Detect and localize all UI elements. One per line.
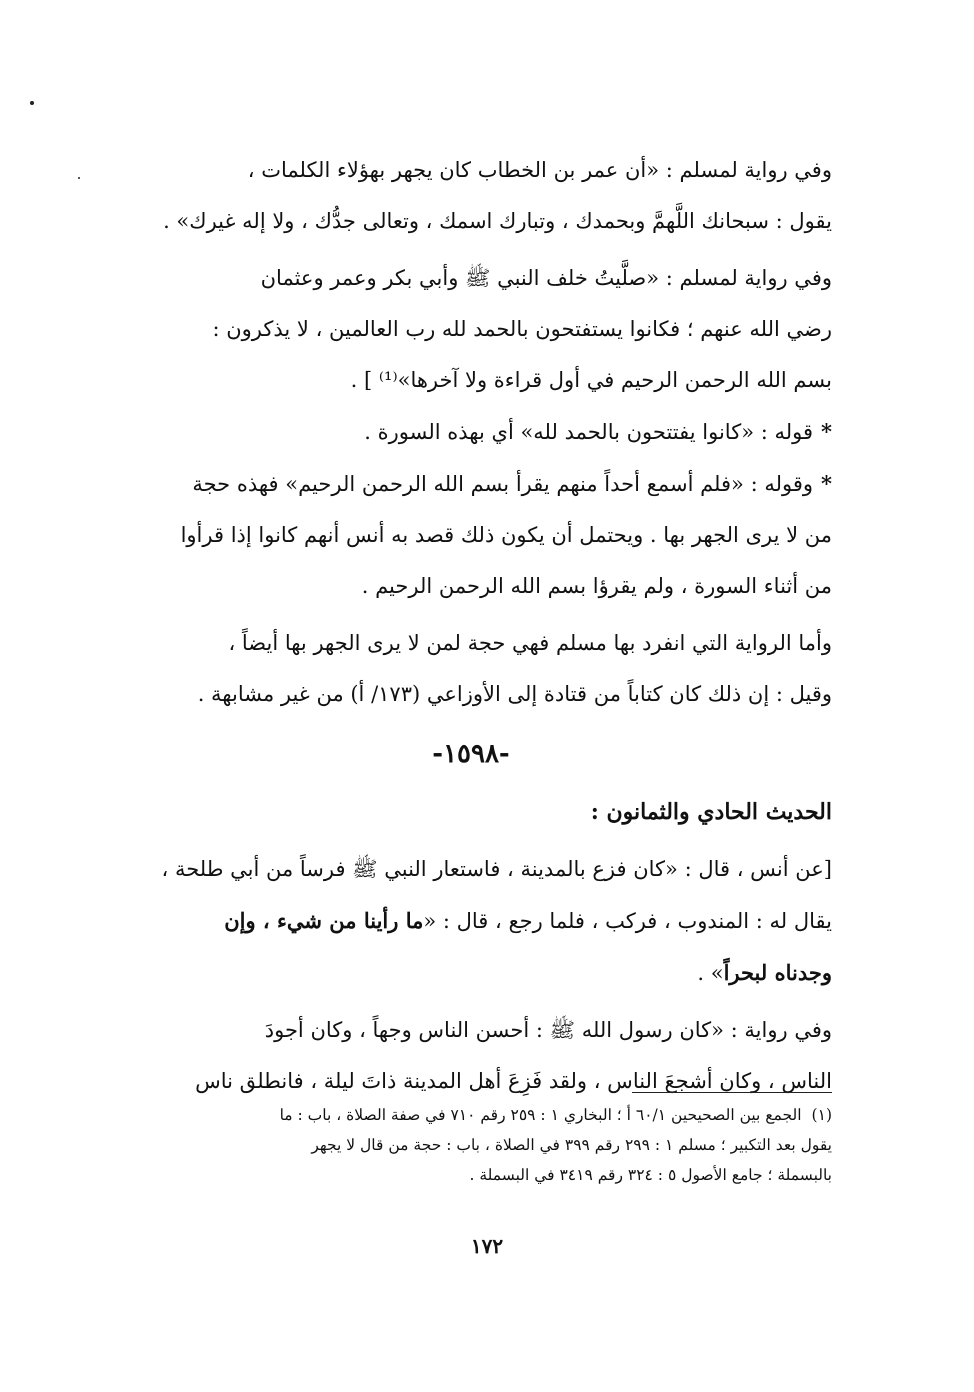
asterisk-marker: * bbox=[821, 471, 832, 496]
text-line: قوله : «كانوا يفتتحون بالحمد لله» أي بهذه السورة . bbox=[364, 420, 814, 444]
text-line: رضي الله عنهم ؛ فكانوا يستفتحون بالحمد لله رب العالمين ، لا يذكرون : bbox=[212, 317, 832, 341]
section-heading: الحديث الحادي والثمانون : bbox=[590, 799, 832, 825]
footnote-1 bbox=[128, 1100, 832, 1190]
footnotes bbox=[128, 1100, 832, 1190]
paragraph-riwaya bbox=[110, 618, 832, 720]
footnote-line: يقول بعد التكبير ؛ مسلم ١ : ٢٩٩ رقم ٣٩٩ في الصلاة ، باب : حجة من قال لا يجهر bbox=[311, 1136, 832, 1154]
text-line: [عن أنس ، قال : «كان فزع بالمدينة ، فاستعار النبي ﷺ فرساً من أبي طلحة ، bbox=[161, 857, 832, 881]
commentary-2 bbox=[110, 458, 832, 612]
asterisk-marker: * bbox=[821, 419, 832, 444]
bold-quote: ما رأينا من شيء ، وإن bbox=[224, 908, 424, 933]
bold-quote: وجدناه لبحراً bbox=[723, 960, 832, 985]
text-line: وقوله : «فلم أسمع أحداً منهم يقرأ بسم الله الرحمن الرحيم» فهذه حجة bbox=[192, 472, 814, 496]
text-line: بسم الله الرحمن الرحيم في أول قراءة ولا آخرها»⁽¹⁾ ] . bbox=[350, 368, 832, 392]
footnote-divider bbox=[632, 1092, 832, 1093]
text-line: الناس ، وكان أشجعَ الناس ، ولقد فَزِعَ أهل المدينة ذاتَ ليلة ، فانطلق ناس bbox=[195, 1069, 832, 1093]
footnote-line: الجمع بين الصحيحين ٦٠/١ أ ؛ البخاري ١ : ٢٥٩ رقم ٧١٠ في صفة الصلاة ، باب : ما bbox=[279, 1106, 802, 1124]
footnote-line: بالبسملة ؛ جامع الأصول ٥ : ٣٢٤ رقم ٣٤١٩ في البسملة . bbox=[469, 1166, 832, 1184]
text-line: وأما الرواية التي انفرد بها مسلم فهي حجة لمن لا يرى الجهر بها أيضاً ، bbox=[228, 631, 832, 655]
page-number: ١٧٢ bbox=[470, 1234, 504, 1258]
hadith-number: -١٥٩٨- bbox=[432, 739, 510, 769]
text-line: وفي رواية لمسلم : «أن عمر بن الخطاب كان يجهر بهؤلاء الكلمات ، bbox=[247, 158, 832, 182]
text-line: وقيل : إن ذلك كان كتاباً من قتادة إلى الأوزاعي (١٧٣/ أ) من غير مشابهة . bbox=[197, 682, 832, 706]
text-line: وفي رواية : «كان رسول الله ﷺ : أحسن الناس وجهاً ، وكان أجودَ bbox=[264, 1018, 832, 1042]
text-line: » . bbox=[697, 961, 724, 985]
text-line: وفي رواية لمسلم : «صلَّيتُ خلف النبي ﷺ وأبي بكر وعمر وعثمان bbox=[260, 266, 832, 290]
footnote-marker: (١) bbox=[811, 1106, 832, 1124]
text-line: من لا يرى الجهر بها . ويحتمل أن يكون ذلك قصد به أنس أنهم كانوا إذا قرأوا bbox=[180, 523, 832, 547]
margin-speck bbox=[78, 177, 80, 179]
margin-speck bbox=[30, 101, 34, 105]
paragraph-muslim-prayer bbox=[110, 253, 832, 406]
text-line: يقال له : المندوب ، فركب ، فلما رجع ، قال : « bbox=[423, 909, 832, 933]
hadith-text bbox=[110, 844, 832, 999]
text-line: من أثناء السورة ، ولم يقرؤا بسم الله الرحمن الرحيم . bbox=[361, 574, 832, 598]
paragraph-muslim-umar bbox=[110, 145, 832, 247]
text-line: يقول : سبحانك اللَّهمَّ وبحمدك ، وتبارك اسمك ، وتعالى جدُّك ، ولا إله غيرك» . bbox=[163, 209, 832, 233]
main-text bbox=[110, 145, 832, 1107]
commentary-1 bbox=[110, 406, 832, 458]
